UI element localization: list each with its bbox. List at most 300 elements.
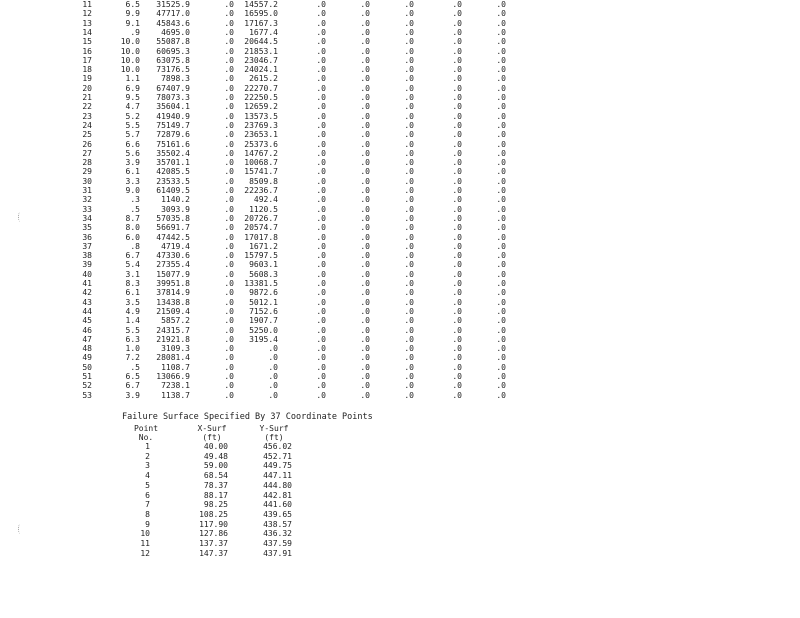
cell-slice-number: 13 [82,18,92,28]
cell-col-7: .0 [360,93,370,102]
cell-col-7: .0 [360,195,370,205]
cell-col-10: .0 [496,213,506,223]
table-row [0,363,800,372]
cell-col-7: .0 [360,158,370,168]
cell-col-7: .0 [360,353,370,363]
table-row [0,335,800,344]
cell-slice-width: 3.9 [125,158,140,168]
cell-col-9: .0 [452,176,462,186]
cell-slice-number: 32 [82,195,92,205]
cell-top-load: .0 [224,74,234,84]
cell-slice-weight: 13066.9 [156,372,190,381]
cell-water-force: .0 [268,362,278,372]
cell-slice-number: 34 [82,213,92,223]
cell-water-force: 1671.2 [249,241,278,251]
cell-col-9: .0 [452,251,462,261]
cell-point-number: 5 [145,480,150,490]
cell-water-force: 2615.2 [249,74,278,84]
cell-x-surf: 88.17 [203,490,228,500]
cell-col-8: .0 [404,65,414,75]
cell-slice-weight: 37814.9 [156,288,190,298]
cell-top-load: .0 [224,65,234,75]
cell-col-10: .0 [496,269,506,279]
cell-slice-number: 48 [82,344,92,354]
cell-x-surf: 40.00 [203,442,228,451]
cell-top-load: .0 [224,148,234,158]
cell-water-force: 13381.5 [244,279,278,288]
cell-col-6: .0 [316,251,326,261]
cell-slice-weight: 35701.1 [156,158,190,168]
cell-x-surf: 108.25 [199,509,228,519]
cell-slice-weight: 31525.9 [156,0,190,9]
cell-slice-weight: 5857.2 [161,316,190,326]
cell-water-force: 22270.7 [244,83,278,93]
cell-y-surf: 441.60 [263,500,292,510]
cell-water-force: 14557.2 [244,0,278,9]
table-row [0,260,800,269]
cell-top-load: .0 [224,306,234,316]
cell-col-10: .0 [496,139,506,149]
table-row [0,0,800,9]
cell-top-load: .0 [224,260,234,270]
cell-water-force: 22250.5 [244,93,278,102]
cell-slice-number: 15 [82,37,92,47]
cell-point-number: 11 [140,539,150,548]
cell-col-10: .0 [496,279,506,288]
cell-slice-number: 17 [82,55,92,65]
cell-col-10: .0 [496,18,506,28]
cell-col-6: .0 [316,325,326,335]
cell-slice-width: 7.2 [125,353,140,363]
cell-col-10: .0 [496,195,506,205]
cell-slice-width: 9.0 [125,186,140,195]
cell-col-7: .0 [360,0,370,9]
cell-col-7: .0 [360,344,370,354]
cell-slice-weight: 60695.3 [156,46,190,56]
cell-water-force: 20644.5 [244,37,278,47]
cell-col-10: .0 [496,390,506,400]
cell-slice-weight: 61409.5 [156,186,190,195]
cell-col-8: .0 [404,223,414,233]
cell-col-9: .0 [452,83,462,93]
cell-top-load: .0 [224,213,234,223]
cell-col-10: .0 [496,260,506,270]
cell-col-7: .0 [360,46,370,56]
cell-slice-number: 40 [82,269,92,279]
cell-col-9: .0 [452,381,462,391]
cell-col-6: .0 [316,372,326,381]
cell-slice-weight: 72879.6 [156,130,190,140]
cell-top-load: .0 [224,223,234,233]
cell-col-8: .0 [404,0,414,9]
table-row [0,520,800,530]
cell-col-6: .0 [316,297,326,307]
cell-col-10: .0 [496,186,506,195]
cell-col-8: .0 [404,362,414,372]
table-row [0,102,800,111]
table-row [0,326,800,335]
cell-col-7: .0 [360,362,370,372]
cell-top-load: .0 [224,120,234,130]
cell-col-7: .0 [360,65,370,75]
cell-col-6: .0 [316,158,326,168]
cell-col-10: .0 [496,223,506,233]
cell-slice-weight: 41940.9 [156,111,190,121]
cell-slice-number: 30 [82,176,92,186]
cell-col-6: .0 [316,232,326,242]
cell-slice-number: 46 [82,325,92,335]
cell-col-10: .0 [496,306,506,316]
cell-x-surf: 137.37 [199,539,228,548]
cell-slice-width: 6.1 [125,167,140,177]
cell-col-7: .0 [360,232,370,242]
cell-slice-width: .9 [130,27,140,37]
cell-y-surf: 437.91 [263,548,292,558]
cell-col-10: .0 [496,158,506,168]
cell-slice-width: 3.1 [125,269,140,279]
cell-slice-number: 12 [82,9,92,19]
cell-slice-weight: 75149.7 [156,120,190,130]
cell-top-load: .0 [224,334,234,344]
cell-slice-weight: 56691.7 [156,223,190,233]
cell-col-8: .0 [404,213,414,223]
cell-col-9: .0 [452,195,462,205]
cell-water-force: 17167.3 [244,18,278,28]
cell-col-10: .0 [496,9,506,19]
table-row [0,298,800,307]
cell-top-load: .0 [224,232,234,242]
cell-top-load: .0 [224,269,234,279]
cell-slice-width: 8.7 [125,213,140,223]
cell-x-surf: 59.00 [203,461,228,471]
cell-col-9: .0 [452,93,462,102]
cell-col-7: .0 [360,334,370,344]
cell-water-force: 7152.6 [249,306,278,316]
cell-col-10: .0 [496,251,506,261]
cell-water-force: .0 [268,344,278,354]
cell-col-10: .0 [496,353,506,363]
cell-col-7: .0 [360,111,370,121]
cell-water-force: 15797.5 [244,251,278,261]
cell-point-number: 6 [145,490,150,500]
cell-col-8: .0 [404,195,414,205]
cell-col-9: .0 [452,148,462,158]
cell-col-9: .0 [452,27,462,37]
cell-slice-number: 29 [82,167,92,177]
cell-col-10: .0 [496,204,506,214]
column-header-no: No. [138,433,154,442]
cell-top-load: .0 [224,251,234,261]
cell-col-8: .0 [404,37,414,47]
table-row [0,242,800,251]
cell-col-7: .0 [360,251,370,261]
cell-slice-width: 9.5 [125,93,140,102]
cell-col-9: .0 [452,158,462,168]
cell-slice-number: 42 [82,288,92,298]
cell-col-8: .0 [404,325,414,335]
cell-slice-number: 38 [82,251,92,261]
column-header-y-unit: (ft) [264,433,284,442]
cell-slice-weight: 21509.4 [156,306,190,316]
cell-slice-width: 6.3 [125,334,140,344]
cell-col-7: .0 [360,390,370,400]
cell-col-8: .0 [404,18,414,28]
cell-col-6: .0 [316,130,326,140]
cell-col-10: .0 [496,27,506,37]
cell-col-9: .0 [452,297,462,307]
cell-col-6: .0 [316,37,326,47]
cell-col-8: .0 [404,269,414,279]
cell-col-7: .0 [360,223,370,233]
cell-col-9: .0 [452,186,462,195]
cell-slice-number: 43 [82,297,92,307]
cell-col-10: .0 [496,232,506,242]
cell-slice-weight: 42085.5 [156,167,190,177]
cell-col-8: .0 [404,74,414,84]
cell-top-load: .0 [224,362,234,372]
table-row [0,539,800,549]
cell-water-force: 9603.1 [249,260,278,270]
table-row [0,307,800,316]
cell-col-6: .0 [316,260,326,270]
cell-slice-number: 53 [82,390,92,400]
cell-slice-weight: 1140.2 [161,195,190,205]
cell-slice-number: 25 [82,130,92,140]
cell-col-8: .0 [404,381,414,391]
table-row [0,149,800,158]
cell-col-8: .0 [404,46,414,56]
cell-col-10: .0 [496,148,506,158]
cell-top-load: .0 [224,186,234,195]
cell-water-force: 16595.0 [244,9,278,19]
cell-col-6: .0 [316,316,326,326]
cell-slice-weight: 1108.7 [161,362,190,372]
cell-slice-width: 6.7 [125,381,140,391]
cell-water-force: 20726.7 [244,213,278,223]
cell-slice-weight: 28081.4 [156,353,190,363]
cell-col-6: .0 [316,167,326,177]
cell-slice-weight: 7898.3 [161,74,190,84]
cell-col-7: .0 [360,176,370,186]
cell-water-force: 23653.1 [244,130,278,140]
column-header-point: Point [133,424,159,433]
table-row [0,510,800,520]
cell-top-load: .0 [224,167,234,177]
cell-y-surf: 447.11 [263,471,292,481]
cell-slice-width: 5.5 [125,325,140,335]
cell-top-load: .0 [224,204,234,214]
cell-col-10: .0 [496,325,506,335]
table-row [0,316,800,325]
cell-slice-number: 49 [82,353,92,363]
cell-col-6: .0 [316,148,326,158]
cell-water-force: .0 [268,353,278,363]
cell-y-surf: 449.75 [263,461,292,471]
cell-slice-number: 23 [82,111,92,121]
cell-col-6: .0 [316,344,326,354]
cell-point-number: 4 [145,471,150,481]
cell-water-force: 22236.7 [244,186,278,195]
cell-slice-width: 1.1 [125,74,140,84]
cell-col-9: .0 [452,306,462,316]
cell-col-7: .0 [360,297,370,307]
cell-col-7: .0 [360,186,370,195]
cell-slice-weight: 73176.5 [156,65,190,75]
table-row [0,186,800,195]
cell-water-force: .0 [268,390,278,400]
table-row [0,112,800,121]
table-row [0,471,800,481]
cell-slice-number: 20 [82,83,92,93]
cell-slice-number: 18 [82,65,92,75]
cell-water-force: 1677.4 [249,27,278,37]
table-row [0,381,800,390]
cell-col-8: .0 [404,241,414,251]
table-row [0,251,800,260]
table-row [0,223,800,232]
cell-slice-weight: 21921.8 [156,334,190,344]
cell-top-load: .0 [224,9,234,19]
cell-top-load: .0 [224,55,234,65]
cell-col-8: .0 [404,390,414,400]
cell-slice-weight: 13438.8 [156,297,190,307]
cell-col-8: .0 [404,83,414,93]
cell-slice-number: 26 [82,139,92,149]
cell-col-8: .0 [404,139,414,149]
cell-y-surf: 438.57 [263,519,292,529]
cell-water-force: 5012.1 [249,297,278,307]
cell-col-6: .0 [316,9,326,19]
table-row [0,177,800,186]
cell-slice-width: 5.4 [125,260,140,270]
table-row [0,549,800,559]
table-row [0,19,800,28]
cell-col-9: .0 [452,232,462,242]
cell-col-9: .0 [452,74,462,84]
cell-slice-number: 41 [82,279,92,288]
cell-water-force: 24024.1 [244,65,278,75]
cell-col-7: .0 [360,74,370,84]
cell-slice-weight: 4719.4 [161,241,190,251]
cell-water-force: 20574.7 [244,223,278,233]
cell-slice-number: 35 [82,223,92,233]
cell-slice-number: 47 [82,334,92,344]
cell-top-load: .0 [224,316,234,326]
cell-top-load: .0 [224,0,234,9]
cell-top-load: .0 [224,288,234,298]
cell-water-force: 14767.2 [244,148,278,158]
cell-col-10: .0 [496,0,506,9]
cell-water-force: 5250.0 [249,325,278,335]
cell-col-10: .0 [496,372,506,381]
cell-slice-width: 10.0 [120,65,140,75]
cell-col-6: .0 [316,241,326,251]
cell-slice-number: 36 [82,232,92,242]
cell-slice-width: .3 [130,195,140,205]
surface-points-table [0,442,800,560]
cell-col-9: .0 [452,260,462,270]
cell-col-10: .0 [496,120,506,130]
cell-top-load: .0 [224,158,234,168]
cell-slice-number: 51 [82,372,92,381]
cell-col-6: .0 [316,0,326,9]
table-row [0,37,800,46]
cell-slice-width: 1.4 [125,316,140,326]
cell-slice-weight: 35502.4 [156,148,190,158]
cell-slice-weight: 67407.9 [156,83,190,93]
cell-col-6: .0 [316,55,326,65]
cell-y-surf: 444.80 [263,480,292,490]
table-row [0,353,800,362]
cell-col-7: .0 [360,372,370,381]
cell-col-6: .0 [316,204,326,214]
cell-col-7: .0 [360,381,370,391]
cell-col-10: .0 [496,316,506,326]
cell-slice-width: 9.9 [125,9,140,19]
cell-slice-number: 39 [82,260,92,270]
cell-slice-width: 5.5 [125,120,140,130]
table-row [0,372,800,381]
cell-col-8: .0 [404,120,414,130]
cell-col-10: .0 [496,83,506,93]
cell-slice-number: 21 [82,93,92,102]
cell-slice-number: 33 [82,204,92,214]
cell-slice-width: 5.7 [125,130,140,140]
cell-top-load: .0 [224,176,234,186]
cell-col-9: .0 [452,120,462,130]
cell-col-6: .0 [316,269,326,279]
cell-col-9: .0 [452,37,462,47]
table-row [0,214,800,223]
cell-col-9: .0 [452,204,462,214]
cell-col-7: .0 [360,130,370,140]
cell-col-6: .0 [316,353,326,363]
cell-col-7: .0 [360,279,370,288]
cell-point-number: 1 [145,442,150,451]
cell-slice-weight: 47442.5 [156,232,190,242]
cell-col-8: .0 [404,279,414,288]
cell-col-7: .0 [360,306,370,316]
cell-top-load: .0 [224,325,234,335]
cell-x-surf: 98.25 [203,500,228,510]
cell-slice-width: .8 [130,241,140,251]
cell-col-9: .0 [452,279,462,288]
cell-top-load: .0 [224,102,234,112]
cell-water-force: .0 [268,381,278,391]
cell-col-10: .0 [496,288,506,298]
table-row [0,84,800,93]
cell-slice-width: 10.0 [120,37,140,47]
cell-x-surf: 117.90 [199,519,228,529]
cell-slice-weight: 63075.8 [156,55,190,65]
cell-slice-weight: 55087.8 [156,37,190,47]
cell-slice-width: 3.5 [125,297,140,307]
cell-col-6: .0 [316,139,326,149]
column-header-y-surf: Y-Surf [259,424,289,433]
cell-col-6: .0 [316,279,326,288]
cell-slice-width: 8.0 [125,223,140,233]
cell-col-6: .0 [316,46,326,56]
cell-col-9: .0 [452,288,462,298]
cell-col-6: .0 [316,381,326,391]
cell-water-force: 9872.6 [249,288,278,298]
cell-col-10: .0 [496,167,506,177]
cell-col-8: .0 [404,167,414,177]
cell-top-load: .0 [224,83,234,93]
cell-col-10: .0 [496,74,506,84]
table-row [0,270,800,279]
cell-col-8: .0 [404,306,414,316]
